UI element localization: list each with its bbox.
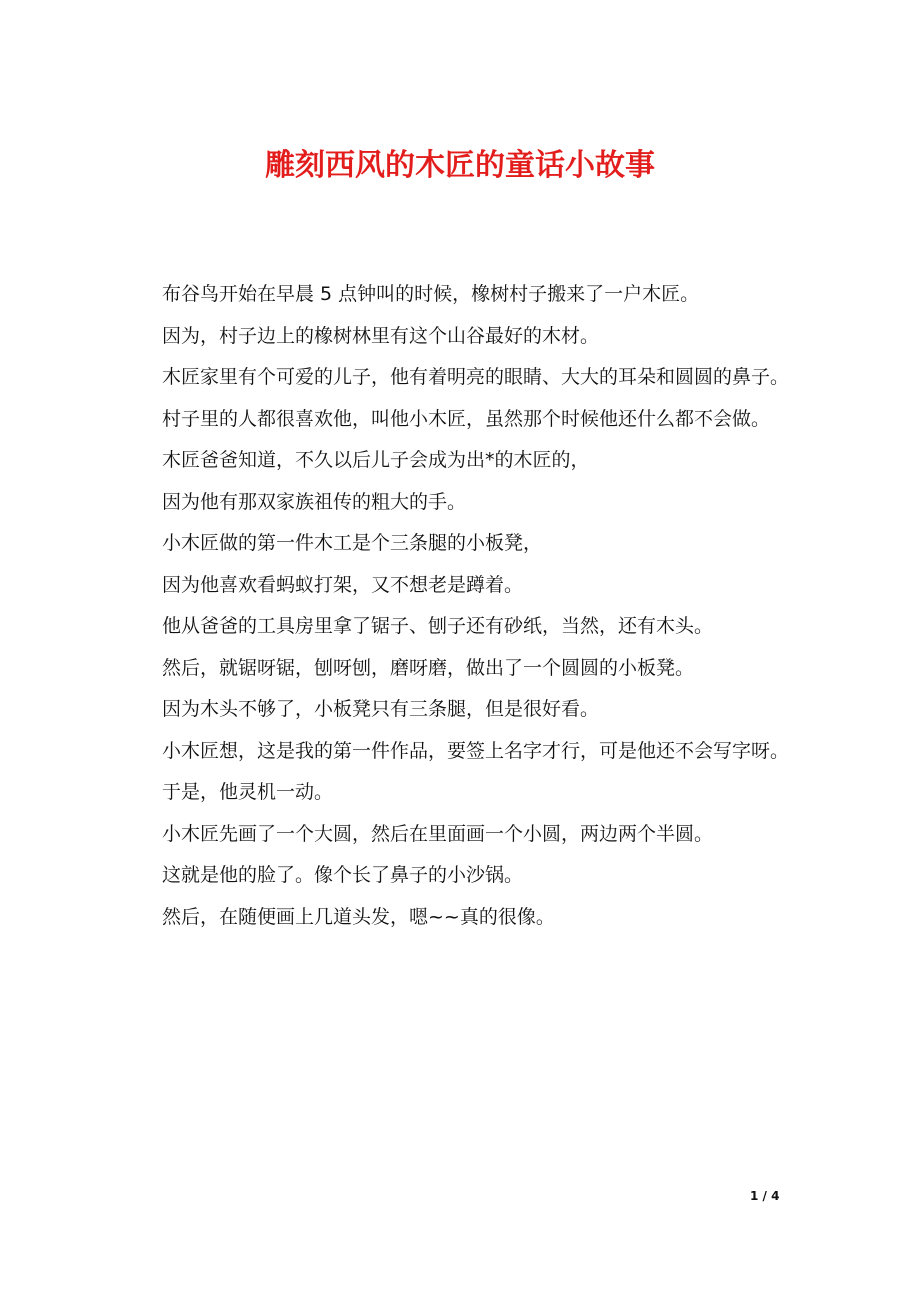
paragraph: 然后，在随便画上几道头发，嗯~~真的很像。 xyxy=(162,905,555,928)
paragraph: 小木匠想，这是我的第一件作品，要签上名字才行，可是他还不会写字呀。 xyxy=(162,739,790,762)
paragraph: 然后，就锯呀锯，刨呀刨，磨呀磨，做出了一个圆圆的小板凳。 xyxy=(162,656,695,679)
paragraph: 木匠爸爸知道，不久以后儿子会成为出*的木匠的， xyxy=(162,449,590,471)
paragraph: 小木匠先画了一个大圆，然后在里面画一个小圆，两边两个半圆。 xyxy=(162,822,714,845)
paragraph: 小木匠做的第一件木工是个三条腿的小板凳， xyxy=(162,532,543,554)
paragraph: 因为他有那双家族祖传的粗大的手。 xyxy=(162,490,467,513)
paragraph: 这就是他的脸了。像个长了鼻子的小沙锅。 xyxy=(162,864,524,886)
paragraph: 因为，村子边上的橡树林里有这个山谷最好的木材。 xyxy=(162,324,600,347)
paragraph: 他从爸爸的工具房里拿了锯子、刨子还有砂纸，当然，还有木头。 xyxy=(162,615,714,637)
paragraph: 因为木头不够了，小板凳只有三条腿，但是很好看。 xyxy=(162,698,600,720)
paragraph: 因为他喜欢看蚂蚁打架，又不想老是蹲着。 xyxy=(162,573,524,596)
document-body xyxy=(140,274,790,938)
paragraph: 于是，他灵机一动。 xyxy=(162,781,334,803)
paragraph: 木匠家里有个可爱的儿子，他有着明亮的眼睛、大大的耳朵和圆圆的鼻子。 xyxy=(162,366,790,388)
paragraph: 村子里的人都很喜欢他，叫他小木匠，虽然那个时候他还什么都不会做。 xyxy=(162,407,771,430)
paragraph: 布谷鸟开始在早晨 5 点钟叫的时候，橡树村子搬来了一户木匠。 xyxy=(162,283,700,305)
page-number: 1 / 4 xyxy=(750,1189,780,1203)
document-title: 雕刻西风的木匠的童话小故事 xyxy=(265,148,655,183)
